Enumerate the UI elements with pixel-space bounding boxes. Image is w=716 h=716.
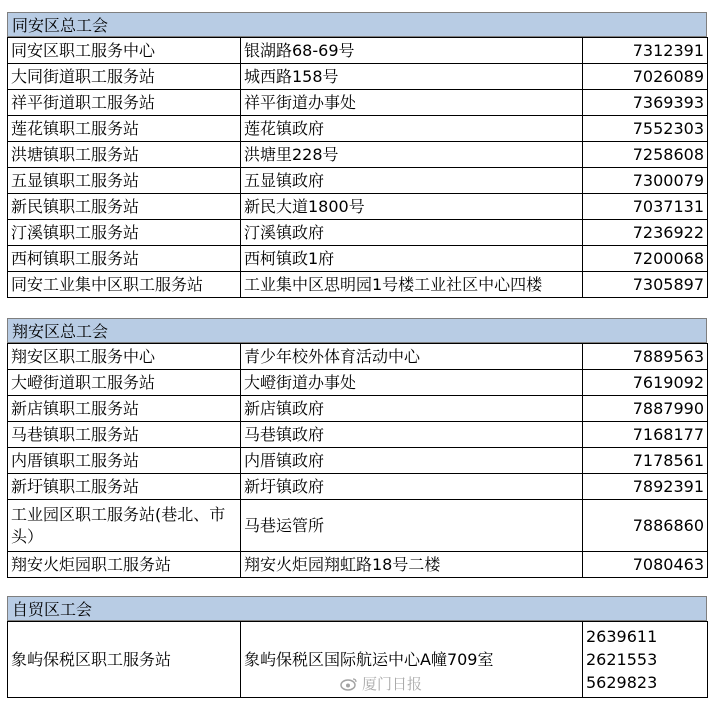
station-phone: 2639611: [586, 627, 658, 646]
station-address: 新圩镇政府: [241, 474, 583, 500]
station-name: 新店镇职工服务站: [8, 396, 241, 422]
station-name: 大同街道职工服务站: [8, 64, 241, 90]
station-address: 新民大道1800号: [241, 194, 583, 220]
table-row: [8, 474, 708, 500]
station-name: 洪塘镇职工服务站: [8, 142, 241, 168]
station-address: 莲花镇政府: [241, 116, 583, 142]
station-phone: 7369393: [583, 90, 708, 116]
station-name: 内厝镇职工服务站: [8, 448, 241, 474]
station-phone: 7312391: [583, 38, 708, 64]
table-row: [8, 344, 708, 370]
station-address: 青少年校外体育活动中心: [241, 344, 583, 370]
station-address: 内厝镇政府: [241, 448, 583, 474]
table-row: [8, 422, 708, 448]
section-header: 自贸区工会: [7, 596, 707, 621]
section-xiangan: [7, 318, 707, 578]
station-phone: 7305897: [583, 272, 708, 298]
station-address: 大嶝街道办事处: [241, 370, 583, 396]
table-row: [8, 220, 708, 246]
station-address: 洪塘里228号: [241, 142, 583, 168]
section-table: [7, 343, 708, 578]
table-row: [8, 552, 708, 578]
station-name: 同安区职工服务中心: [8, 38, 241, 64]
station-name: 莲花镇职工服务站: [8, 116, 241, 142]
table-row: [8, 272, 708, 298]
station-phone: 7258608: [583, 142, 708, 168]
station-phone: 7236922: [583, 220, 708, 246]
station-address: 翔安火炬园翔虹路18号二楼: [241, 552, 583, 578]
station-phone: 2621553: [586, 650, 658, 669]
station-address: 祥平街道办事处: [241, 90, 583, 116]
station-name: 五显镇职工服务站: [8, 168, 241, 194]
station-phone: 7887990: [583, 396, 708, 422]
table-row: [8, 142, 708, 168]
table-row: [8, 38, 708, 64]
station-address: 汀溪镇政府: [241, 220, 583, 246]
station-name: 工业园区职工服务站(巷北、市头）: [8, 500, 241, 552]
station-phone: 7886860: [583, 500, 708, 552]
station-name: 大嶝街道职工服务站: [8, 370, 241, 396]
station-address: 银湖路68-69号: [241, 38, 583, 64]
station-phone: 7178561: [583, 448, 708, 474]
station-phone: 7552303: [583, 116, 708, 142]
table-row: [8, 396, 708, 422]
station-name: 新民镇职工服务站: [8, 194, 241, 220]
table-row: [8, 448, 708, 474]
station-name: 新圩镇职工服务站: [8, 474, 241, 500]
table-row: [8, 116, 708, 142]
station-address: 西柯镇政1府: [241, 246, 583, 272]
station-address: 新店镇政府: [241, 396, 583, 422]
section-header: 翔安区总工会: [7, 318, 707, 343]
station-name: 汀溪镇职工服务站: [8, 220, 241, 246]
table-row: [8, 370, 708, 396]
station-phone: 7892391: [583, 474, 708, 500]
station-address: 马巷镇政府: [241, 422, 583, 448]
station-address: 五显镇政府: [241, 168, 583, 194]
station-name: 象屿保税区职工服务站: [8, 622, 241, 698]
station-phone: 5629823: [586, 673, 658, 692]
station-phone: 7168177: [583, 422, 708, 448]
station-address: 象屿保税区国际航运中心A幢709室: [241, 622, 583, 698]
station-name: 翔安火炬园职工服务站: [8, 552, 241, 578]
station-phone: 7619092: [583, 370, 708, 396]
station-phone: 7037131: [583, 194, 708, 220]
watermark: [340, 673, 422, 694]
section-header: 同安区总工会: [7, 12, 707, 37]
station-address: 工业集中区思明园1号楼工业社区中心四楼: [241, 272, 583, 298]
watermark-text: 厦门日报: [362, 675, 423, 693]
table-row: [8, 64, 708, 90]
station-name: 马巷镇职工服务站: [8, 422, 241, 448]
table-row: [8, 500, 708, 552]
section-table: [7, 37, 708, 298]
station-phone: 7300079: [583, 168, 708, 194]
station-name: 同安工业集中区职工服务站: [8, 272, 241, 298]
station-name: 西柯镇职工服务站: [8, 246, 241, 272]
table-row: [8, 168, 708, 194]
station-phone: 7026089: [583, 64, 708, 90]
station-address: 城西路158号: [241, 64, 583, 90]
table-row: [8, 90, 708, 116]
station-phone: 7080463: [583, 552, 708, 578]
table-row: [8, 246, 708, 272]
station-name: 翔安区职工服务中心: [8, 344, 241, 370]
station-phones: [583, 622, 708, 698]
table-row: [8, 194, 708, 220]
station-phone: 7889563: [583, 344, 708, 370]
weibo-icon: [340, 677, 358, 691]
section-tongan: [7, 12, 707, 298]
station-phone: 7200068: [583, 246, 708, 272]
station-address: 马巷运管所: [241, 500, 583, 552]
station-name: 祥平街道职工服务站: [8, 90, 241, 116]
